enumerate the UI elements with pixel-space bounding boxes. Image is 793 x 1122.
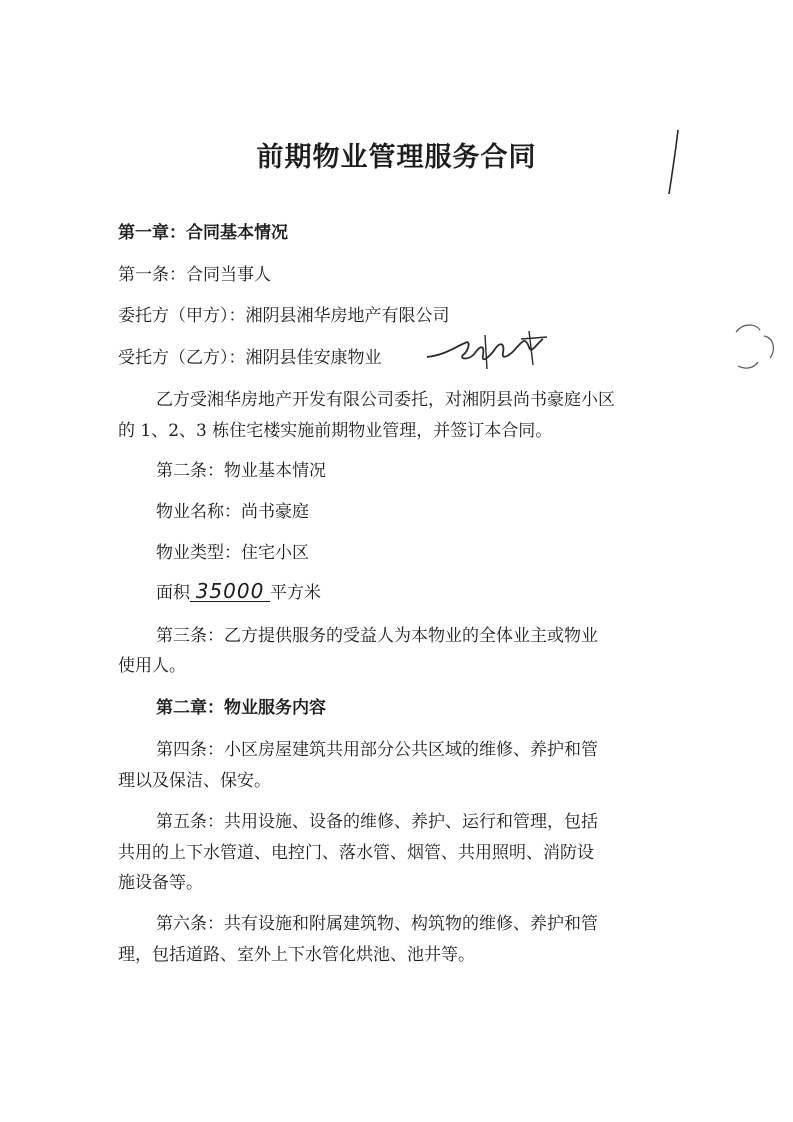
party-b-line (118, 343, 382, 368)
party-b-label: 受托方（乙方）： (118, 348, 246, 368)
paragraph-1-line-1: 乙方受湘华房地产开发有限公司委托，对湘阴县尚书豪庭小区 (156, 390, 615, 410)
article-6-line-2: 理，包括道路、室外上下水管化烘池、池井等。 (118, 945, 475, 965)
chapter-2-heading: 第二章：物业服务内容 (156, 698, 326, 718)
area-label: 面积 (156, 583, 190, 603)
article-5-line-3: 施设备等。 (118, 873, 203, 893)
margin-scribble (730, 318, 780, 378)
article-4-line-2: 理以及保洁、保安。 (118, 771, 271, 791)
party-a-value: 湘阴县湘华房地产有限公司 (245, 306, 450, 326)
article-3-line-1: 第三条：乙方提供服务的受益人为本物业的全体业主或物业 (156, 626, 598, 646)
margin-pen-stroke (664, 128, 684, 198)
document-title: 前期物业管理服务合同 (256, 142, 537, 173)
property-type-line: 物业类型：住宅小区 (156, 543, 309, 563)
article-2-heading: 第二条：物业基本情况 (156, 461, 326, 481)
article-4-line-1: 第四条：小区房屋建筑共用部分公共区域的维修、养护和管 (156, 740, 598, 760)
article-3-line-2: 使用人。 (118, 656, 186, 676)
property-name-line: 物业名称：尚书豪庭 (156, 502, 309, 522)
area-unit: 平方米 (270, 583, 321, 603)
party-b-value: 湘阴县佳安康物业 (245, 348, 382, 368)
party-a-line (118, 301, 450, 326)
handwritten-signature (425, 325, 555, 375)
area-handwritten-value: 35000 (190, 581, 270, 602)
article-5-line-1: 第五条：共用设施、设备的维修、养护、运行和管理，包括 (156, 812, 598, 832)
area-line (156, 578, 321, 603)
article-1-heading: 第一条：合同当事人 (118, 265, 271, 285)
article-5-line-2: 共用的上下水管道、电控门、落水管、烟管、共用照明、消防设 (118, 843, 594, 863)
article-6-line-1: 第六条：共有设施和附属建筑物、构筑物的维修、养护和管 (156, 914, 598, 934)
chapter-1-heading: 第一章：合同基本情况 (118, 223, 288, 243)
paragraph-1-line-2: 的 1、2、3 栋住宅楼实施前期物业管理，并签订本合同。 (118, 421, 553, 441)
party-a-label: 委托方（甲方）： (118, 306, 246, 326)
